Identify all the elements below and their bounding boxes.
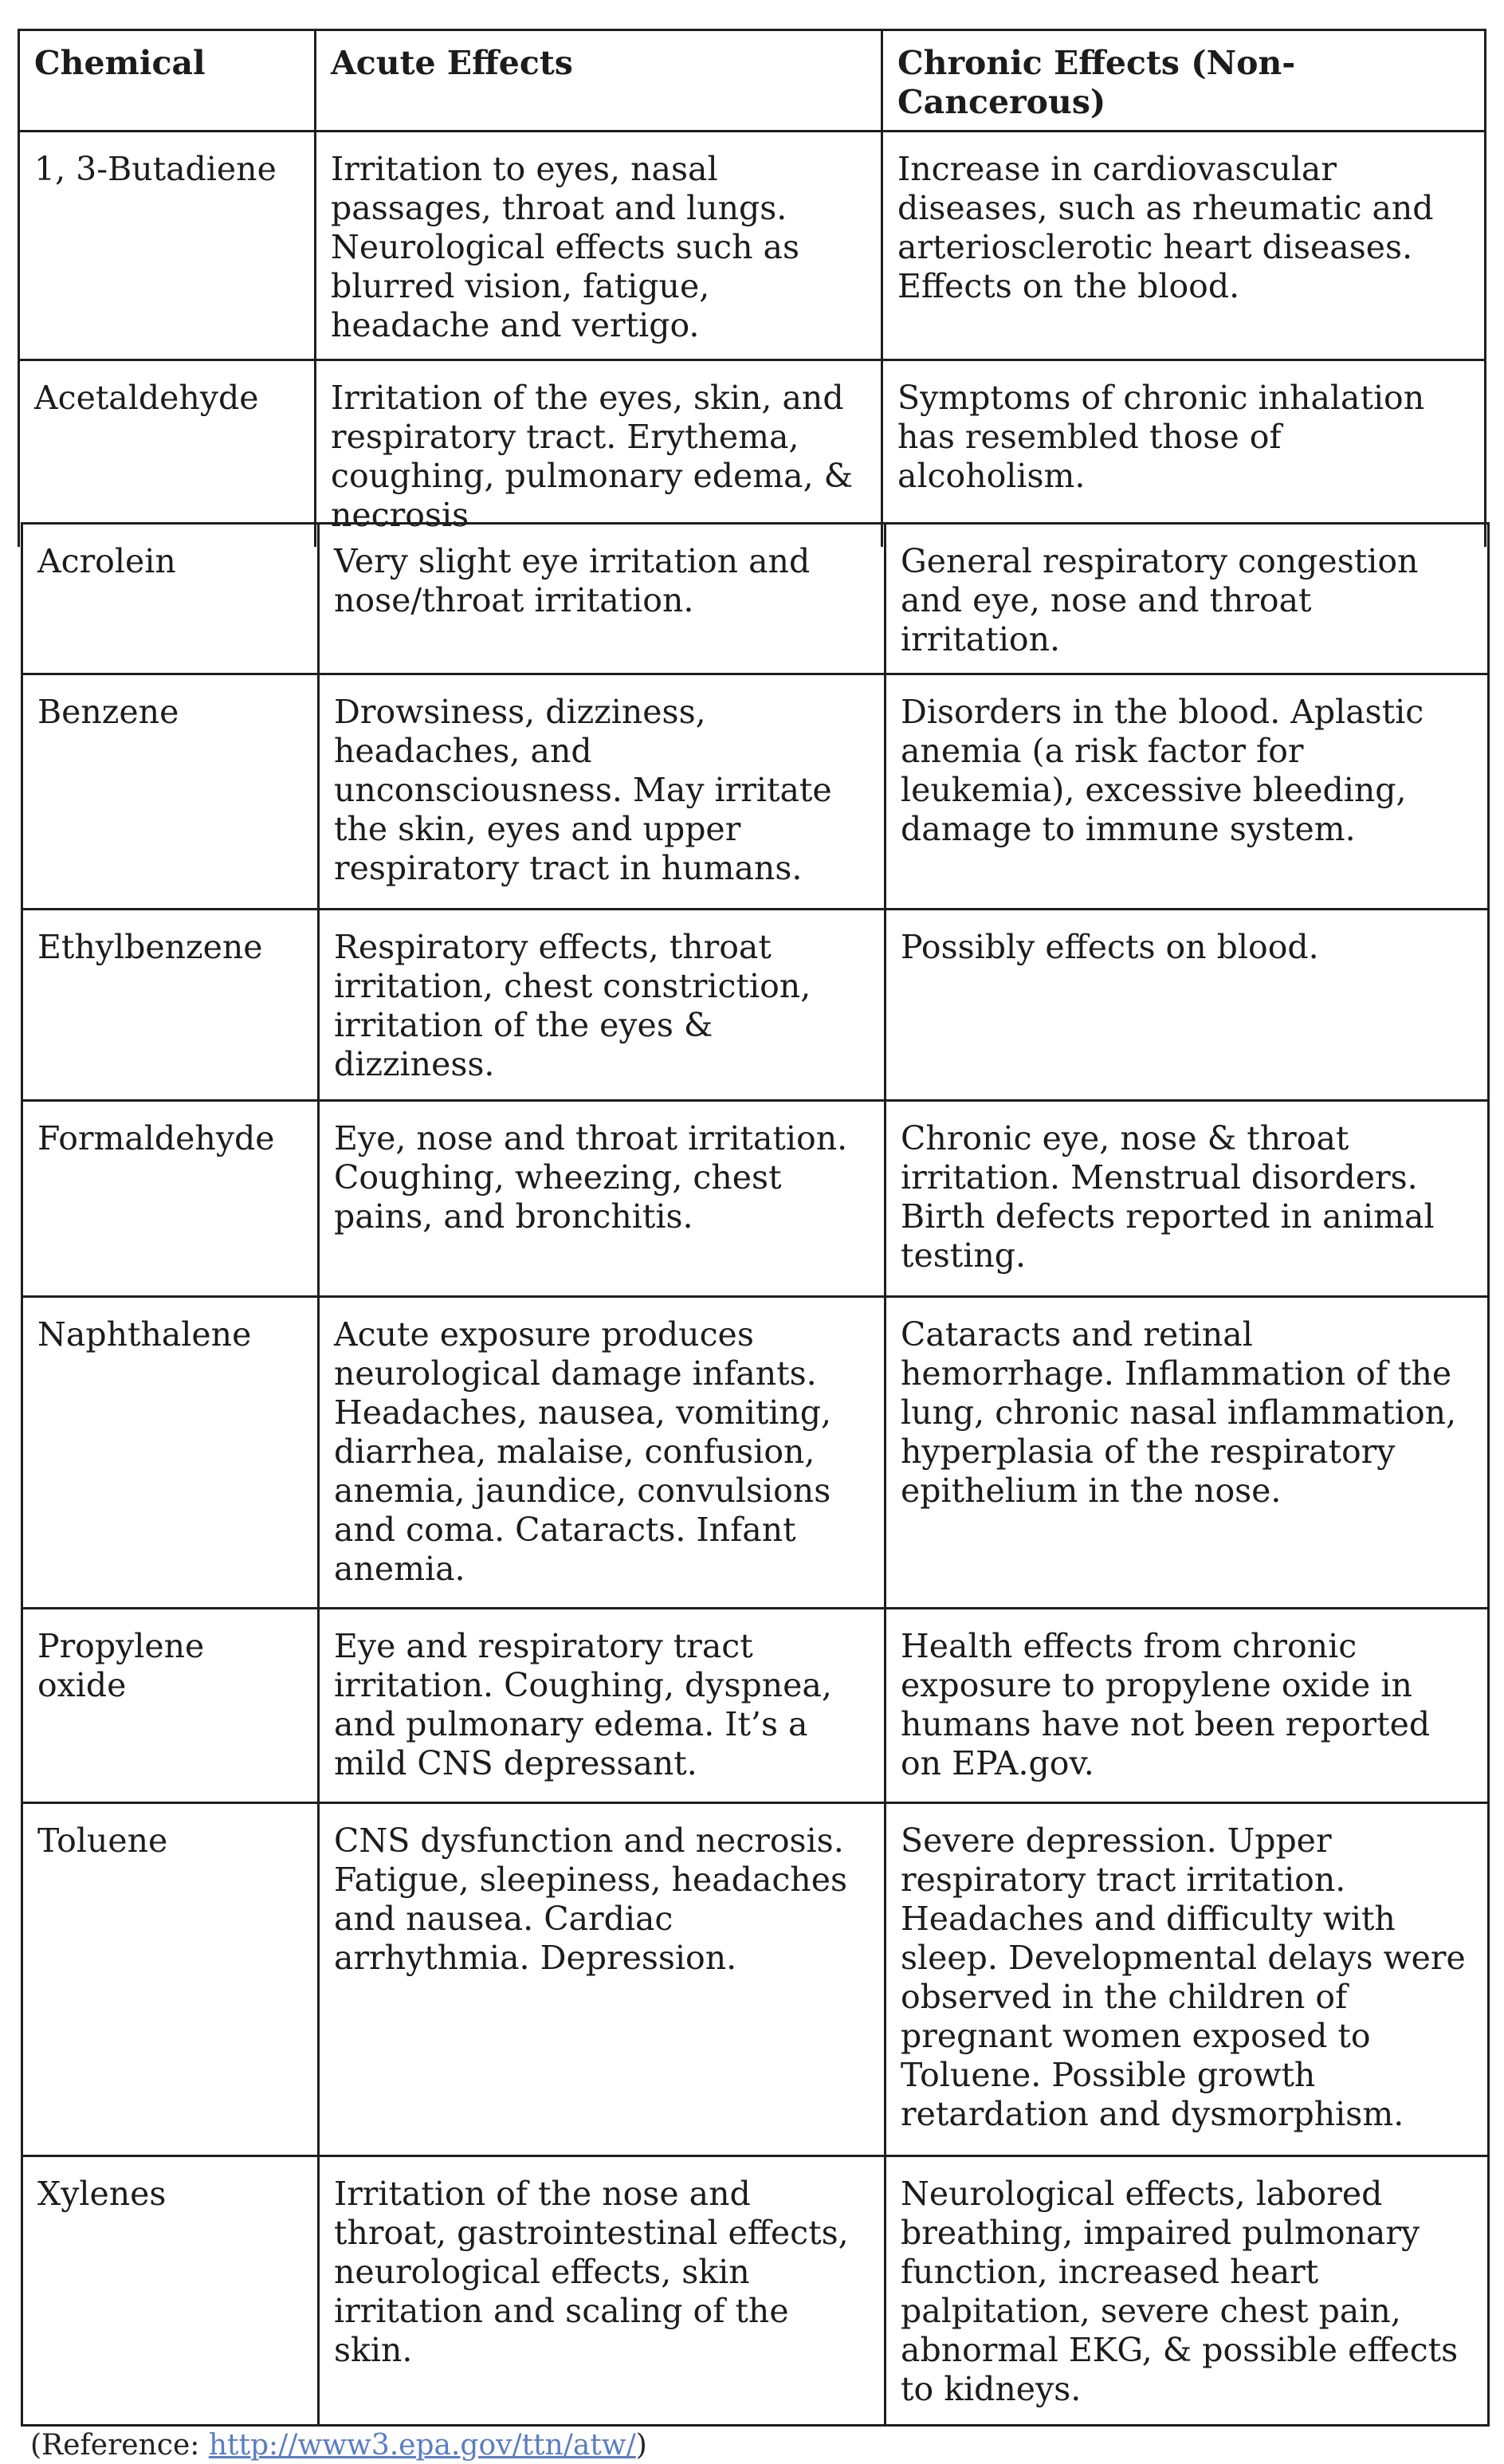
table-row	[22, 1803, 1489, 2156]
chemical-name: 1, 3-Butadiene	[19, 132, 316, 360]
table-row	[22, 524, 1489, 674]
header-chemical: Chemical	[19, 30, 316, 132]
table-row	[22, 1297, 1489, 1609]
table-row	[22, 910, 1489, 1101]
acute-effects-cell: Drowsiness, dizziness, headaches, and unconsciousness. May irritate the skin, eyes and upper respiratory tract in humans.	[319, 674, 886, 910]
acute-effects-cell: Eye and respiratory tract irritation. Coughing, dyspnea, and pulmonary edema. It’s a mild CNS depressant.	[319, 1609, 886, 1803]
header-chronic-effects: Chronic Effects (Non-Cancerous)	[882, 30, 1486, 132]
reference-note	[30, 2430, 647, 2462]
chronic-effects-cell: Neurological effects, labored breathing, impaired pulmonary function, increased heart palpitation, severe chest pain, abnormal EKG, & possible effects to kidneys.	[886, 2156, 1489, 2426]
chemical-name: Xylenes	[22, 2156, 319, 2426]
table-row	[22, 674, 1489, 910]
acute-effects-cell: Eye, nose and throat irritation. Coughing, wheezing, chest pains, and bronchitis.	[319, 1101, 886, 1297]
chemical-name: Acrolein	[22, 524, 319, 674]
chronic-effects-cell: General respiratory congestion and eye, nose and throat irritation.	[886, 524, 1489, 674]
effects-table-bottom	[21, 522, 1490, 2427]
acute-effects-cell: Respiratory effects, throat irritation, chest constriction, irritation of the eyes & dizziness.	[319, 910, 886, 1101]
acute-effects-cell: Irritation of the nose and throat, gastrointestinal effects, neurological effects, skin irritation and scaling of the skin.	[319, 2156, 886, 2426]
chemical-name: Naphthalene	[22, 1297, 319, 1609]
chemical-name: Formaldehyde	[22, 1101, 319, 1297]
table-header-row	[19, 30, 1486, 132]
chemical-name: Propylene oxide	[22, 1609, 319, 1803]
acute-effects-cell: CNS dysfunction and necrosis. Fatigue, sleepiness, headaches and nausea. Cardiac arrhythmia. Depression.	[319, 1803, 886, 2156]
chemical-name: Toluene	[22, 1803, 319, 2156]
chemical-name: Ethylbenzene	[22, 910, 319, 1101]
acute-effects-cell: Acute exposure produces neurological damage infants. Headaches, nausea, vomiting, diarrhea, malaise, confusion, anemia, jaundice, convulsions and coma. Cataracts. Infant anemia.	[319, 1297, 886, 1609]
table-row	[19, 132, 1486, 360]
chronic-effects-cell: Cataracts and retinal hemorrhage. Inflammation of the lung, chronic nasal inflammation, hyperplasia of the respiratory epithelium in the nose.	[886, 1297, 1489, 1609]
chronic-effects-cell: Chronic eye, nose & throat irritation. Menstrual disorders. Birth defects reported in animal testing.	[886, 1101, 1489, 1297]
chronic-effects-cell: Severe depression. Upper respiratory tract irritation. Headaches and difficulty with sleep. Developmental delays were observed in the children of pregnant women exposed to Toluene. Possible growth retardation and dysmorphism.	[886, 1803, 1489, 2156]
chronic-effects-cell: Symptoms of chronic inhalation has resembled those of alcoholism.	[882, 360, 1486, 547]
header-acute-effects: Acute Effects	[316, 30, 882, 132]
acute-effects-cell: Irritation of the eyes, skin, and respiratory tract. Erythema, coughing, pulmonary edema, & necrosis	[316, 360, 882, 547]
chronic-effects-cell: Health effects from chronic exposure to propylene oxide in humans have not been reported on EPA.gov.	[886, 1609, 1489, 1803]
chemical-name: Benzene	[22, 674, 319, 910]
reference-prefix: (Reference:	[30, 2429, 209, 2462]
table-row	[22, 2156, 1489, 2426]
chemical-name: Acetaldehyde	[19, 360, 316, 547]
table-row	[22, 1609, 1489, 1803]
chronic-effects-cell: Increase in cardiovascular diseases, such as rheumatic and arteriosclerotic heart diseases. Effects on the blood.	[882, 132, 1486, 360]
reference-link[interactable]: http://www3.epa.gov/ttn/atw/	[208, 2429, 636, 2462]
acute-effects-cell: Irritation to eyes, nasal passages, throat and lungs. Neurological effects such as blurred vision, fatigue, headache and vertigo.	[316, 132, 882, 360]
chronic-effects-cell: Disorders in the blood. Aplastic anemia (a risk factor for leukemia), excessive bleeding, damage to immune system.	[886, 674, 1489, 910]
table-row	[22, 1101, 1489, 1297]
acute-effects-cell: Very slight eye irritation and nose/throat irritation.	[319, 524, 886, 674]
chronic-effects-cell: Possibly effects on blood.	[886, 910, 1489, 1101]
effects-table-top	[18, 29, 1486, 547]
reference-suffix: )	[635, 2429, 647, 2462]
table-row	[19, 360, 1486, 547]
